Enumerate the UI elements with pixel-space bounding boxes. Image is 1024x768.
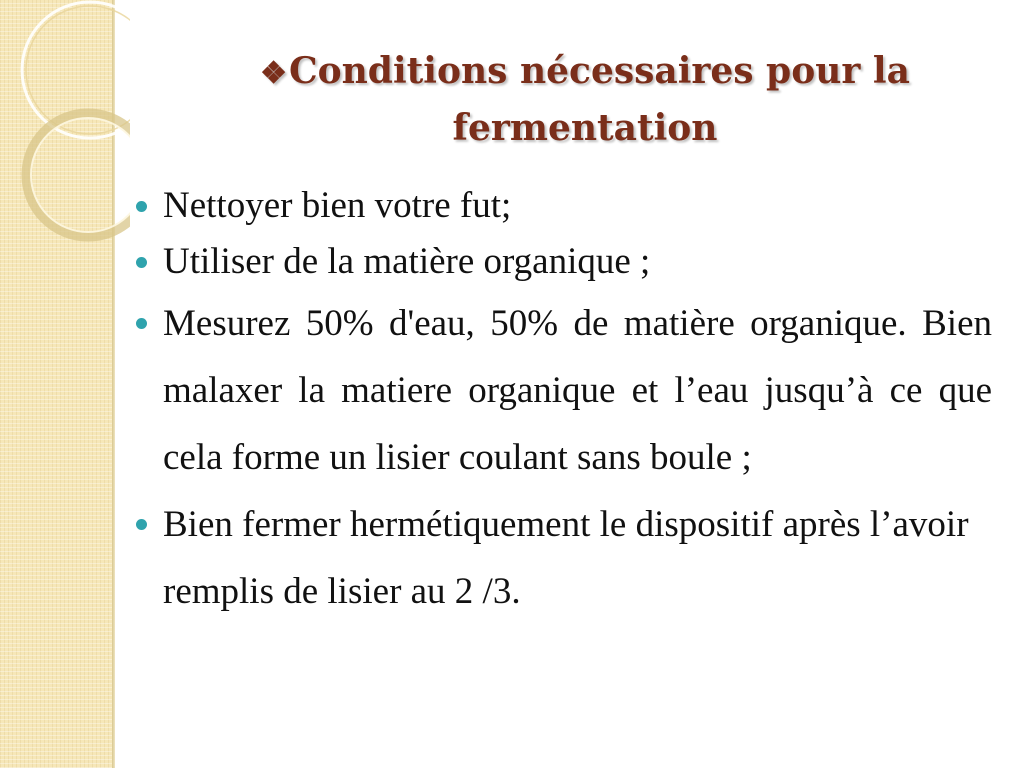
decorative-rings-icon [0,0,130,260]
bullet-dot-icon [136,257,147,268]
bullet-dot-icon [136,318,147,329]
bullet-item [132,178,992,234]
bullet-item [132,290,992,491]
bullet-text: Nettoyer bien votre fut; [163,185,512,226]
bullet-text: Mesurez 50% d'eau, 50% de matière organique. Bien malaxer la matiere organique et l’eau jusqu’à ce que cela forme un lisier coulant sans boule ; [163,303,992,478]
bullet-dot-icon [136,201,147,212]
diamond-bullet-icon: ❖ [260,56,287,91]
bullet-text: Utiliser de la matière organique ; [163,241,651,282]
bullet-text: Bien fermer hermétiquement le dispositif après l’avoir remplis de lisier au 2 /3. [163,504,969,612]
slide-title-text: Conditions nécessaires pour la fermentation [288,50,910,149]
bullet-item [132,491,992,625]
slide-title [200,44,970,155]
bullet-dot-icon [136,519,147,530]
bullet-list [132,178,992,625]
bullet-item [132,234,992,290]
